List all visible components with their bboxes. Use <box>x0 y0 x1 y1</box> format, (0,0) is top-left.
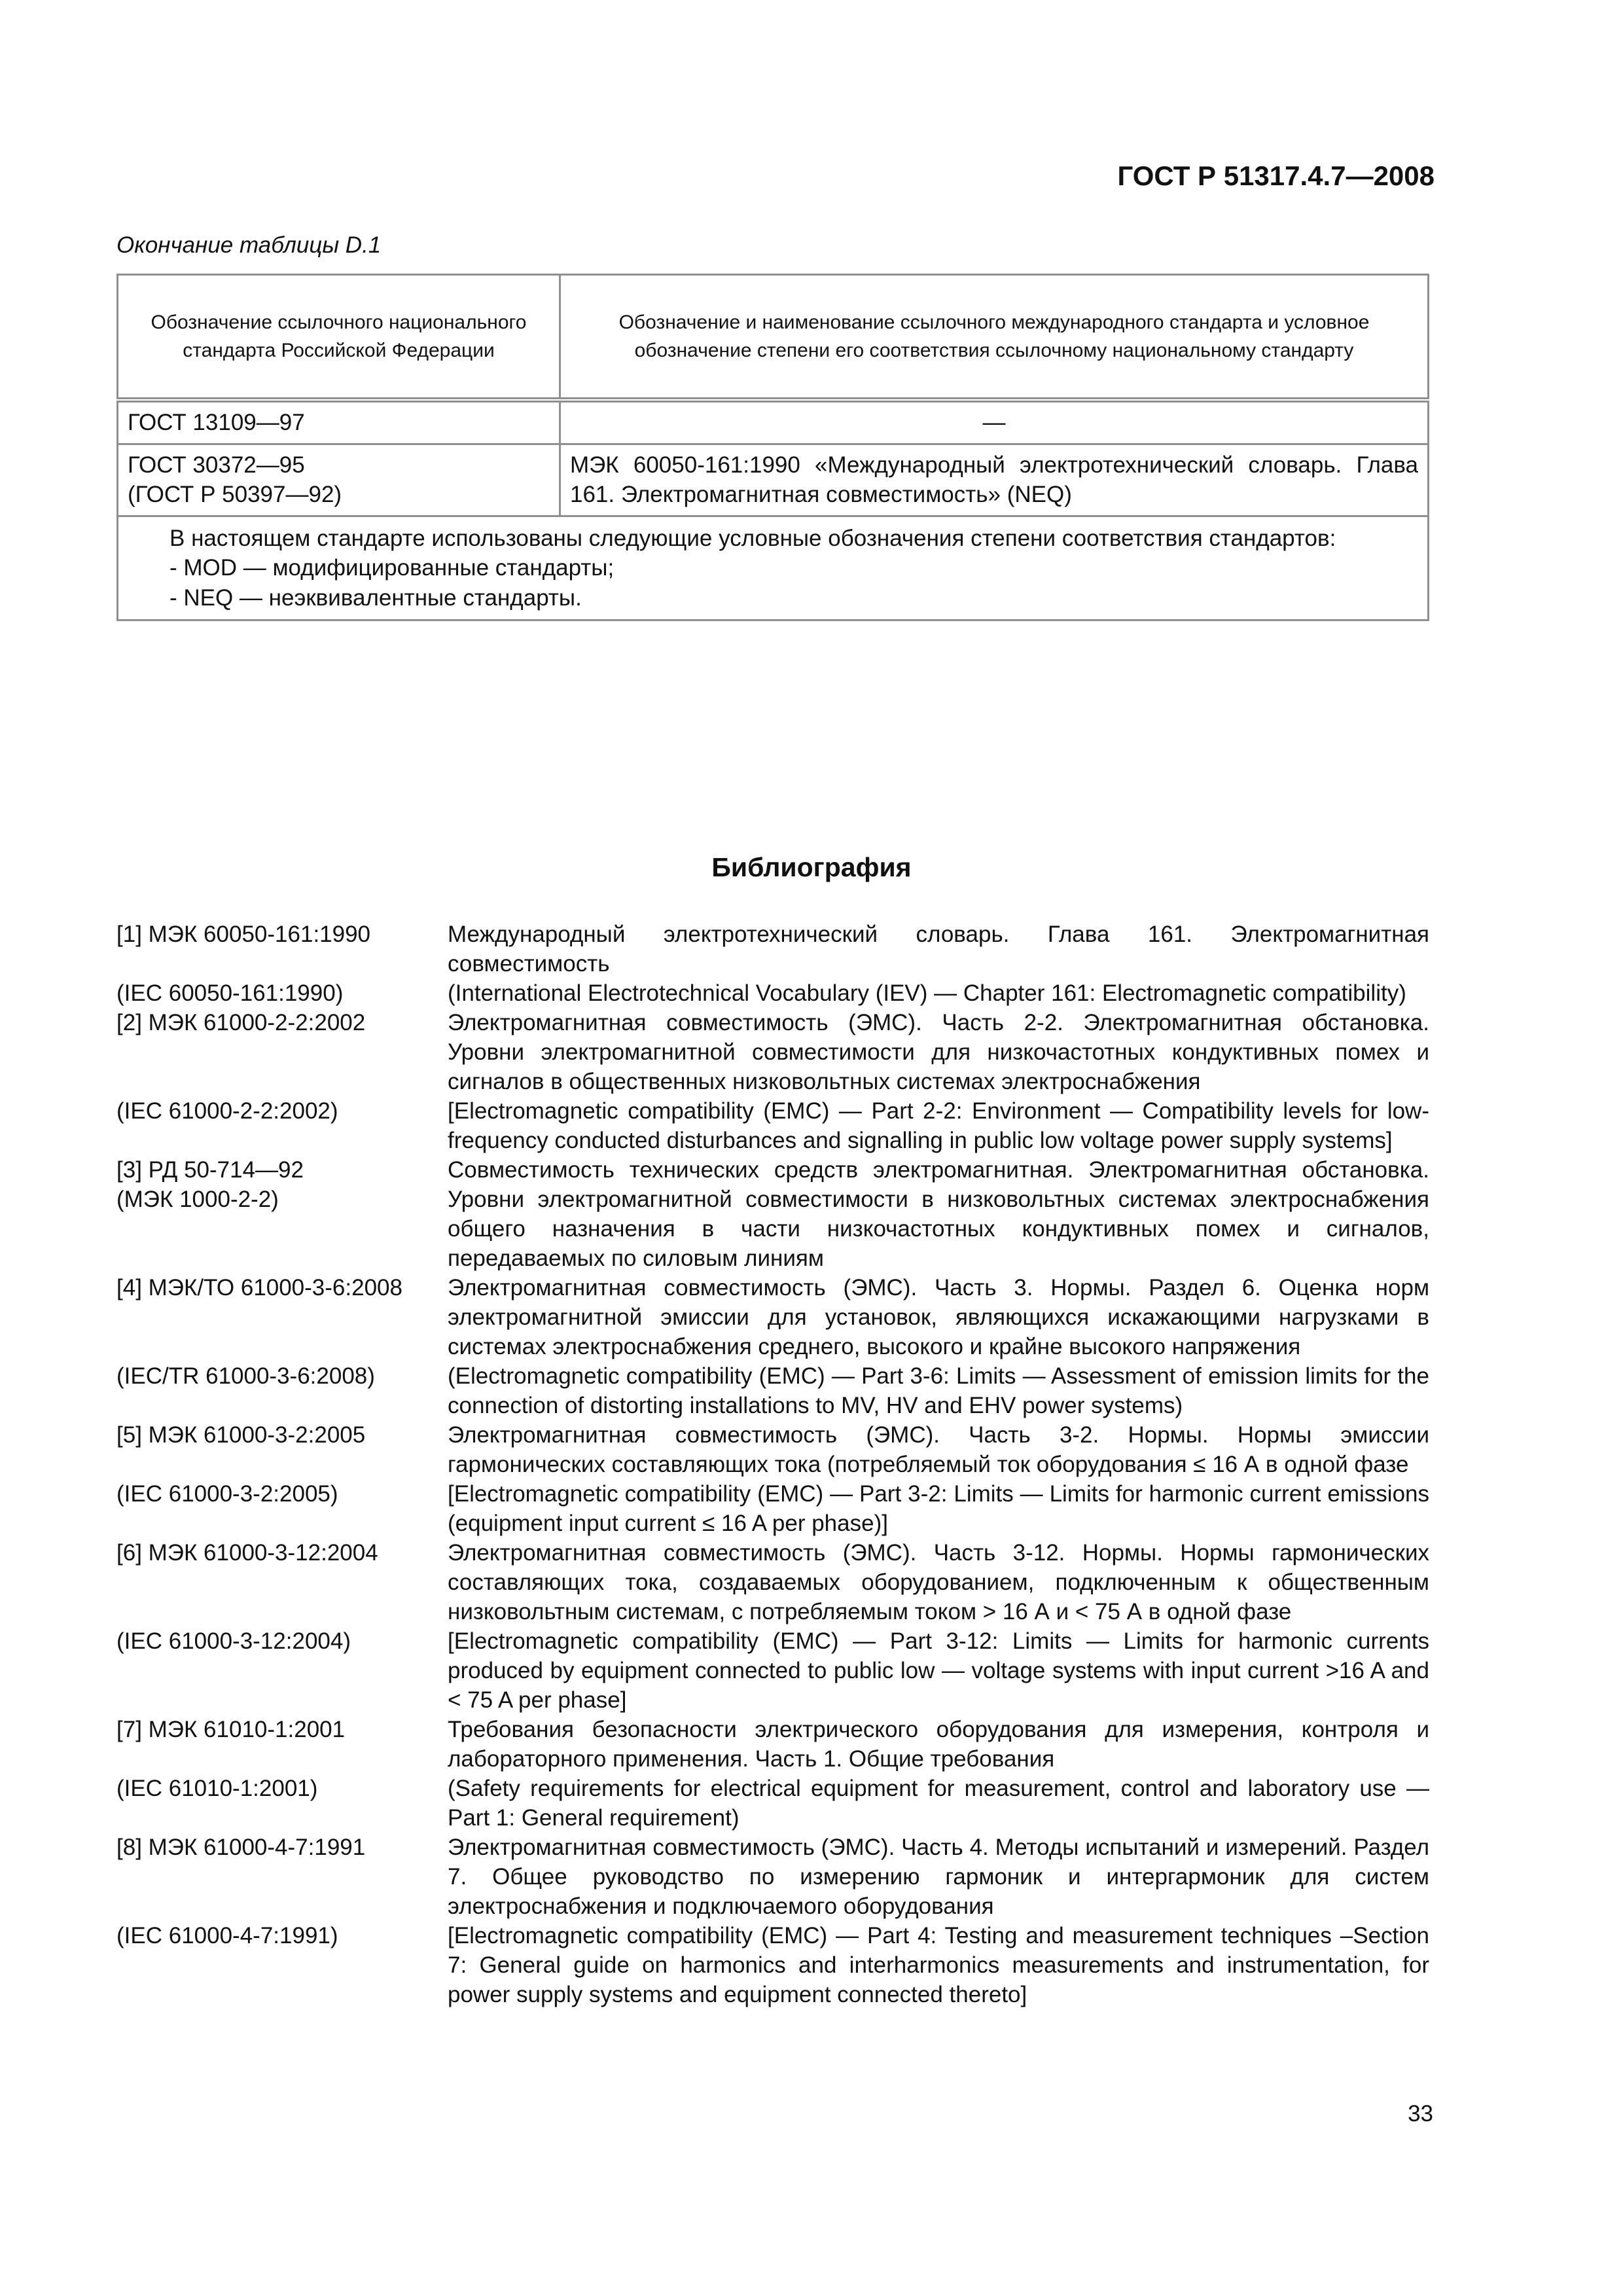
bibliography-entry <box>116 1921 1429 2009</box>
bibliography-ref: (IEC/TR 61000-3-6:2008) <box>116 1363 375 1389</box>
note-line: - MOD — модифицированные стандарты; <box>169 555 615 581</box>
bibliography-entry <box>116 1008 1429 1096</box>
bibliography-ref: [1] МЭК 60050-161:1990 <box>116 922 371 947</box>
bibliography-text: (International Electrotechnical Vocabulary (IEV) — Chapter 161: Electromagnetic compatibility) <box>448 980 1406 1006</box>
bibliography-text: (Electromagnetic compatibility (EMC) — Part 3-6: Limits — Assessment of emission limits for the connection of distorting installations to MV, HV and EHV power systems) <box>448 1363 1429 1418</box>
bibliography-title: Библиография <box>711 852 912 882</box>
table-notes <box>118 516 1429 620</box>
reference-table <box>116 274 1429 621</box>
bibliography-ref: (IEC 61000-3-12:2004) <box>116 1628 351 1654</box>
bibliography-list <box>116 920 1429 2009</box>
bibliography-entry <box>116 1096 1429 1155</box>
note-line: - NEQ — неэквивалентные стандарты. <box>169 584 582 611</box>
table-row <box>118 400 1429 444</box>
international-standard-cell: МЭК 60050-161:1990 «Международный электротехнический словарь. Глава 161. Электромагнитная совместимость» (NEQ) <box>560 444 1429 516</box>
bibliography-entry <box>116 1420 1429 1479</box>
bibliography-ref: [4] МЭК/ТО 61000-3-6:2008 <box>116 1275 402 1300</box>
page-number: 33 <box>1408 2101 1433 2126</box>
bibliography-entry <box>116 1833 1429 1921</box>
bibliography-entry <box>116 1626 1429 1715</box>
bibliography-ref: [8] МЭК 61000-4-7:1991 <box>116 1835 366 1860</box>
bibliography-text: Требования безопасности электрического оборудования для измерения, контроля и лабораторного применения. Часть 1. Общие требования <box>448 1717 1429 1772</box>
bibliography-entry <box>116 1479 1429 1538</box>
bibliography-entry <box>116 1155 1429 1273</box>
bibliography-text: [Electromagnetic compatibility (EMC) — Part 2-2: Environment — Compatibility levels for low-frequency conducted disturbances and signalling in public low voltage power supply systems] <box>448 1098 1429 1153</box>
bibliography-entry <box>116 1774 1429 1833</box>
bibliography-ref: (IEC 60050-161:1990) <box>116 980 344 1006</box>
table-caption: Окончание таблицы D.1 <box>116 232 382 258</box>
bibliography-entry <box>116 1361 1429 1420</box>
document-id: ГОСТ Р 51317.4.7—2008 <box>1117 160 1435 191</box>
bibliography-text: (Safety requirements for electrical equipment for measurement, control and laboratory use — Part 1: General requirement) <box>448 1776 1429 1831</box>
bibliography-text: Электромагнитная совместимость (ЭМС). Часть 3-12. Нормы. Нормы гармонических составляющих тока, создаваемых оборудованием, подключенным к общественным низковольтным системам, с потребляемым током > 16 А и < 75 А в одной фазе <box>448 1540 1429 1624</box>
bibliography-text: Электромагнитная совместимость (ЭМС). Часть 2-2. Электромагнитная обстановка. Уровни электромагнитной совместимости для низкочастотных кондуктивных помех и сигналов в общественных низковольтных системах электроснабжения <box>448 1010 1429 1094</box>
bibliography-ref: (IEC 61010-1:2001) <box>116 1776 318 1801</box>
bibliography-text: Международный электротехнический словарь. Глава 161. Электромагнитная совместимость <box>448 922 1429 977</box>
national-standard-code: ГОСТ 13109—97 <box>128 410 305 435</box>
national-standard-cell <box>118 444 560 516</box>
bibliography-ref: (IEC 61000-4-7:1991) <box>116 1923 338 1948</box>
bibliography-ref: [3] РД 50-714—92 (МЭК 1000-2-2) <box>116 1157 304 1212</box>
bibliography-ref: [5] МЭК 61000-3-2:2005 <box>116 1422 366 1448</box>
note-line: В настоящем стандарте использованы следующие условные обозначения степени соответствия стандартов: <box>169 525 1336 551</box>
national-standard-code: ГОСТ 30372—95 <box>128 452 305 478</box>
bibliography-entry <box>116 1715 1429 1774</box>
national-standard-cell <box>118 400 560 444</box>
bibliography-ref: [6] МЭК 61000-3-12:2004 <box>116 1540 378 1566</box>
bibliography-text: [Electromagnetic compatibility (EMC) — Part 3-2: Limits — Limits for harmonic current emissions (equipment input current ≤ 16 A per phase)] <box>448 1481 1429 1536</box>
table-row <box>118 444 1429 516</box>
bibliography-text: [Electromagnetic compatibility (EMC) — Part 4: Testing and measurement techniques –Section 7: General guide on harmonics and interharmonics measurements and instrumentation, for power supply systems and equipment connected thereto] <box>448 1923 1429 2007</box>
header-international-standard: Обозначение и наименование ссылочного международного стандарта и условное обозначение степени его соответствия ссылочному национальному стандарту <box>560 275 1429 401</box>
table-header-row <box>118 275 1429 401</box>
bibliography-ref: [7] МЭК 61010-1:2001 <box>116 1717 346 1742</box>
bibliography-text: Электромагнитная совместимость (ЭМС). Часть 4. Методы испытаний и измерений. Раздел 7. Общее руководство по измерению гармоник и интергармоник для систем электроснабжения и подключаемого оборудования <box>448 1835 1429 1919</box>
bibliography-ref: (IEC 61000-3-2:2005) <box>116 1481 338 1507</box>
table-notes-row <box>118 516 1429 620</box>
bibliography-entry <box>116 978 1429 1008</box>
bibliography-entry <box>116 920 1429 978</box>
bibliography-text: Электромагнитная совместимость (ЭМС). Часть 3. Нормы. Раздел 6. Оценка норм электромагнитной эмиссии для установок, являющихся искажающими нагрузками в системах электроснабжения среднего, высокого и крайне высокого напряжения <box>448 1275 1429 1359</box>
header-national-standard: Обозначение ссылочного национального стандарта Российской Федерации <box>118 275 560 401</box>
bibliography-text: Совместимость технических средств электромагнитная. Электромагнитная обстановка. Уровни электромагнитной совместимости в низковольтных системах электроснабжения общего назначения в части низкочастотных кондуктивных помех и сигналов, передаваемых по силовым линиям <box>448 1157 1429 1271</box>
bibliography-entry <box>116 1273 1429 1361</box>
international-standard-cell: — <box>560 400 1429 444</box>
bibliography-text: Электромагнитная совместимость (ЭМС). Часть 3-2. Нормы. Нормы эмиссии гармонических составляющих тока (потребляемый ток оборудования ≤ 16 А в одной фазе <box>448 1422 1429 1477</box>
bibliography-ref: (IEC 61000-2-2:2002) <box>116 1098 338 1124</box>
bibliography-entry <box>116 1538 1429 1626</box>
bibliography-text: [Electromagnetic compatibility (EMC) — Part 3-12: Limits — Limits for harmonic currents produced by equipment connected to public low — voltage systems with input current >16 A and < 75 A per phase] <box>448 1628 1429 1713</box>
bibliography-ref: [2] МЭК 61000-2-2:2002 <box>116 1010 366 1035</box>
national-standard-code-alt: (ГОСТ Р 50397—92) <box>128 482 342 507</box>
